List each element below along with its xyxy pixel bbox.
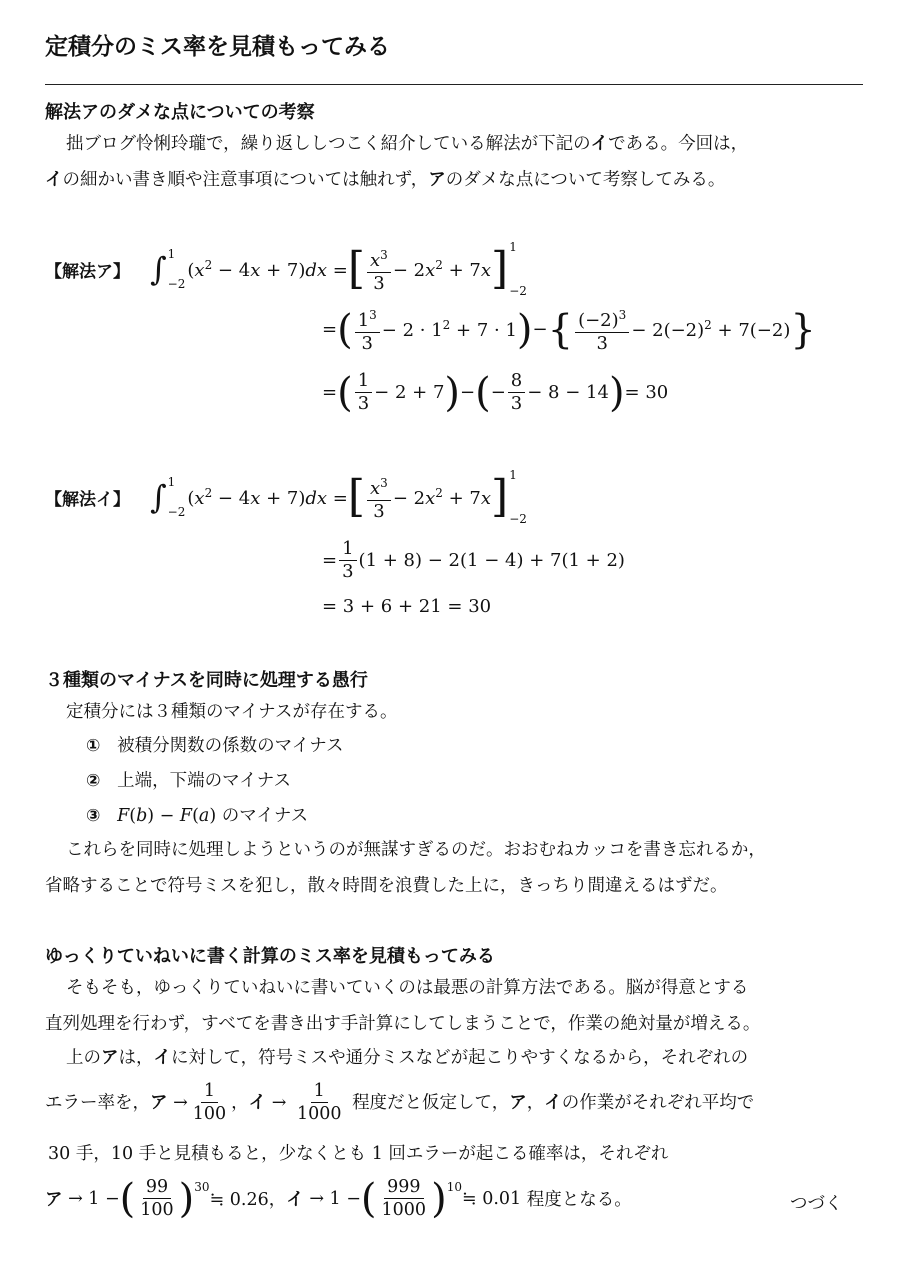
item-text: 上端，下端のマイナス: [117, 771, 292, 791]
section3-line1: そもそも，ゆっくりていねいに書いていくのは最悪の計算方法である。脳が得意とする: [66, 978, 749, 998]
method-a-line2: = ( $\frac{1^3}{3}$ − $2 \cdot 1^2 + 7 \cdot 1$ ) − { $\frac{(-2)^3}{3}$ − $2(-2)^2 + 7(-2)$ }: [322, 304, 816, 355]
list-item: ③ F(b) − F(a) のマイナス: [86, 806, 309, 826]
text: である。今回は，: [608, 134, 749, 154]
method-b-ref: イ: [590, 134, 609, 154]
method-a-line1: ∫ 1 −2 $(x^2 - 4x + 7)dx$ = [ $\frac{x^3}{3}$ − $2x^2 + 7x$ ] 1 −2: [150, 240, 527, 298]
integral-sign: ∫: [150, 478, 167, 516]
section1-heading: 解法アのダメな点についての考察: [45, 102, 315, 123]
text: 上の: [66, 1048, 101, 1068]
item-number: ③: [86, 806, 101, 826]
section2-intro: 定積分には３種類のマイナスが存在する。: [66, 702, 398, 722]
item-text: 被積分関数の係数のマイナス: [117, 736, 344, 756]
text: エラー率を，: [45, 1092, 150, 1113]
continued-label: つづく: [790, 1194, 843, 1214]
method-b-ref: イ: [45, 170, 63, 190]
integral-sign: ∫: [150, 250, 167, 288]
text: ，: [526, 1092, 545, 1113]
method-b-ref: イ: [248, 1092, 267, 1113]
section1-para-line2: [45, 162, 725, 198]
method-a-ref: ア: [101, 1048, 119, 1068]
item-number: ②: [86, 771, 101, 791]
section3-line3: [66, 1040, 748, 1076]
item-text: のマイナス: [221, 806, 309, 826]
section3-line5: 30 手，10 手と見積もると，少なくとも 1 回エラーが起こる確率は，それぞれ: [48, 1144, 669, 1164]
list-item: [86, 728, 344, 764]
section2-para-line1: これらを同時に処理しようというのが無謀すぎるのだ。おおむねカッコを書き忘れるか，: [66, 840, 766, 860]
method-a-ref: ア: [45, 1190, 63, 1210]
method-b-line1: ∫ 1 −2 $(x^2 - 4x + 7)dx$ = [ $\frac{x^3}{3}$ − $2x^2 + 7x$ ] 1 −2: [150, 468, 527, 526]
text: のダメな点について考察してみる。: [445, 170, 726, 190]
text: の細かい書き順や注意事項については触れず，: [62, 170, 429, 190]
page-title: 定積分のミス率を見積もってみる: [45, 34, 390, 60]
text: 程度となる。: [526, 1190, 632, 1210]
section3-line4: エラー率を， ア → $\frac{1}{100}$ ， イ → $\frac{1}{1000}$ 程度だと仮定して， ア ， イ の作業がそれぞれ平均で: [45, 1081, 755, 1124]
text: 拙ブログ怜悧玲瓏で，繰り返ししつこく紹介している解法が下記の: [66, 134, 591, 154]
method-a-label: 【解法ア】: [45, 262, 130, 282]
method-b-ref: イ: [286, 1190, 304, 1210]
item-number: ①: [86, 736, 101, 756]
section2-para-line2: 省略することで符号ミスを犯し，散々時間を浪費した上に，きっちり間違えるはずだ。: [45, 876, 728, 896]
section3-line2: 直列処理を行わず，すべてを書き出す手計算にしてしまうことで，作業の絶対量が増える。: [45, 1014, 761, 1034]
method-a-ref: ア: [509, 1092, 527, 1113]
text: の作業がそれぞれ平均で: [561, 1092, 755, 1113]
method-a-line3: = ( $\frac{1}{3}$ − 2 + 7 ) − ( − $\frac{8}{3}$ − 8 − 14 ) = 30: [322, 369, 669, 416]
method-b-ref: イ: [544, 1092, 562, 1113]
list-item: [86, 763, 291, 799]
method-b-line2: = $\frac{1}{3}$ (1 + 8) − 2(1 − 4) + 7(1 + 2): [322, 538, 625, 582]
section1-para-line1: [66, 126, 748, 162]
method-b-line3: = 3 + 6 + 21 = 30: [322, 596, 492, 617]
title-divider: [45, 84, 863, 85]
section3-heading: ゆっくりていねいに書く計算のミス率を見積もってみる: [45, 946, 495, 967]
text: に対して，符号ミスや通分ミスなどが起こりやすくなるから，それぞれの: [171, 1048, 749, 1068]
method-a-ref: ア: [428, 170, 446, 190]
text: は，: [118, 1048, 154, 1068]
method-b-ref: イ: [153, 1048, 171, 1068]
section2-heading: ３種類のマイナスを同時に処理する愚行: [45, 670, 368, 691]
method-b-label: 【解法イ】: [45, 490, 130, 510]
text: 程度だと仮定して，: [352, 1092, 510, 1113]
method-a-ref: ア: [150, 1092, 168, 1113]
section3-line6: ア → 1 − ( $\frac{99}{100}$ ) $^{30}$ ≒ 0.26， イ → 1 − ( $\frac{999}{1000}$ ) $^{10}$ ≒ 0.01 程度となる。: [45, 1175, 632, 1222]
